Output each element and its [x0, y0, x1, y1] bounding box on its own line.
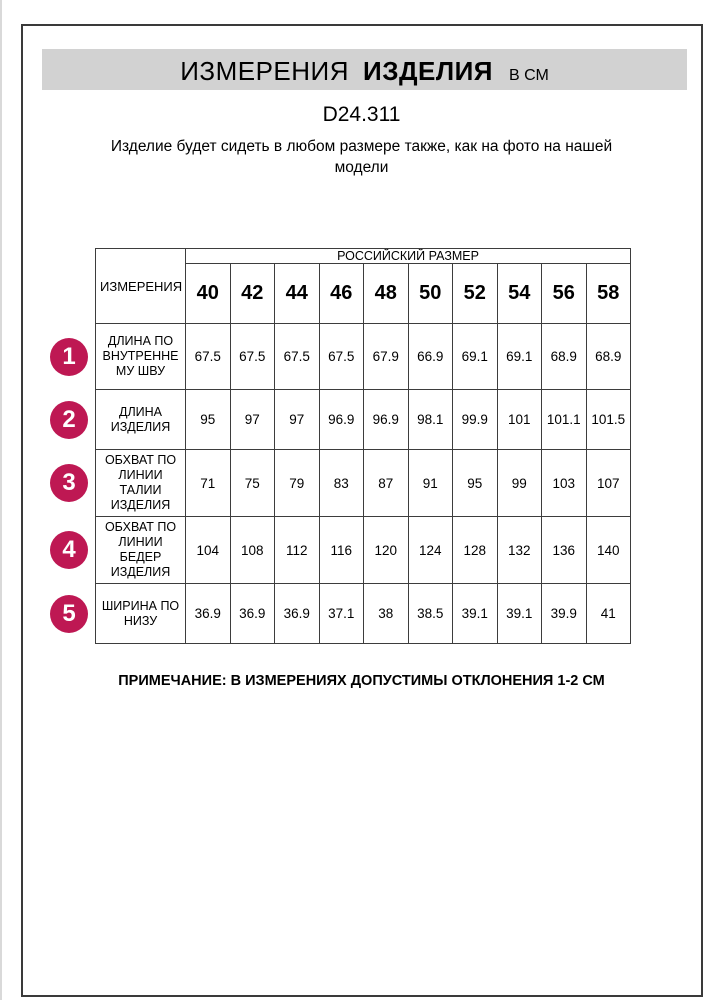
measurement-label: ОБХВАТ ПО ЛИНИИ ТАЛИИ ИЗДЕЛИЯ — [96, 450, 186, 517]
measurement-value: 67.5 — [275, 324, 320, 390]
measurement-value: 41 — [586, 584, 631, 644]
measurement-value: 107 — [586, 450, 631, 517]
row-number-badge: 5 — [50, 595, 88, 633]
size-column-header: 42 — [230, 264, 275, 324]
measurement-value: 101 — [497, 390, 542, 450]
measurement-value: 39.1 — [497, 584, 542, 644]
measurement-value: 69.1 — [497, 324, 542, 390]
measurement-value: 66.9 — [408, 324, 453, 390]
measurement-value: 99 — [497, 450, 542, 517]
table-row — [96, 517, 631, 584]
measurement-value: 128 — [453, 517, 498, 584]
measurement-value: 104 — [186, 517, 231, 584]
measurements-column-header: ИЗМЕРЕНИЯ — [96, 249, 186, 324]
measurement-value: 97 — [275, 390, 320, 450]
measurement-value: 37.1 — [319, 584, 364, 644]
measurement-value: 39.9 — [542, 584, 587, 644]
measurement-value: 140 — [586, 517, 631, 584]
row-number-badge: 4 — [50, 531, 88, 569]
measurement-value: 87 — [364, 450, 409, 517]
measurement-value: 108 — [230, 517, 275, 584]
size-column-header: 50 — [408, 264, 453, 324]
measurement-value: 124 — [408, 517, 453, 584]
measurement-value: 132 — [497, 517, 542, 584]
page-title-unit: В СМ — [508, 67, 549, 84]
measurement-value: 71 — [186, 450, 231, 517]
measurement-label: ДЛИНА ИЗДЕЛИЯ — [96, 390, 186, 450]
measurement-value: 95 — [453, 450, 498, 517]
size-column-header: 48 — [364, 264, 409, 324]
measurement-value: 39.1 — [453, 584, 498, 644]
measurement-value: 67.5 — [230, 324, 275, 390]
product-code: D24.311 — [322, 103, 401, 126]
measurement-value: 120 — [364, 517, 409, 584]
table-row — [96, 390, 631, 450]
measurement-value: 98.1 — [408, 390, 453, 450]
measurement-value: 112 — [275, 517, 320, 584]
measurement-value: 67.5 — [186, 324, 231, 390]
measurement-value: 38.5 — [408, 584, 453, 644]
measurement-value: 36.9 — [230, 584, 275, 644]
measurement-label: ШИРИНА ПО НИЗУ — [96, 584, 186, 644]
size-column-header: 54 — [497, 264, 542, 324]
measurement-value: 136 — [542, 517, 587, 584]
row-number-badge: 1 — [50, 338, 88, 376]
subtitle: Изделие будет сидеть в любом размере также, как на фото на нашей модели — [110, 138, 613, 176]
page-title-measurements: ИЗМЕРЕНИЯ — [180, 56, 350, 86]
measurement-value: 79 — [275, 450, 320, 517]
measurements-table — [95, 248, 631, 644]
size-column-header: 58 — [586, 264, 631, 324]
row-number-badge: 3 — [50, 464, 88, 502]
measurement-value: 67.5 — [319, 324, 364, 390]
size-table-container — [95, 248, 631, 644]
measurement-value: 68.9 — [542, 324, 587, 390]
size-group-row — [96, 249, 631, 264]
scan-edge — [0, 0, 2, 1000]
page-title-product: ИЗДЕЛИЯ — [363, 56, 493, 86]
size-column-header: 46 — [319, 264, 364, 324]
measurement-value: 83 — [319, 450, 364, 517]
measurement-label: ОБХВАТ ПО ЛИНИИ БЕДЕР ИЗДЕЛИЯ — [96, 517, 186, 584]
title-bar — [42, 49, 687, 90]
measurement-value: 68.9 — [586, 324, 631, 390]
measurement-value: 67.9 — [364, 324, 409, 390]
measurement-value: 38 — [364, 584, 409, 644]
measurement-value: 75 — [230, 450, 275, 517]
measurement-value: 95 — [186, 390, 231, 450]
size-column-header: 44 — [275, 264, 320, 324]
measurement-value: 96.9 — [364, 390, 409, 450]
measurement-value: 116 — [319, 517, 364, 584]
russian-size-header: РОССИЙСКИЙ РАЗМЕР — [186, 249, 631, 264]
measurement-value: 99.9 — [453, 390, 498, 450]
table-row — [96, 324, 631, 390]
size-column-header: 40 — [186, 264, 231, 324]
measurement-value: 69.1 — [453, 324, 498, 390]
measurement-value: 96.9 — [319, 390, 364, 450]
size-column-header: 52 — [453, 264, 498, 324]
measurement-value: 97 — [230, 390, 275, 450]
measurement-value: 36.9 — [275, 584, 320, 644]
measurement-value: 101.1 — [542, 390, 587, 450]
measurements-body — [96, 324, 631, 644]
measurement-value: 101.5 — [586, 390, 631, 450]
table-row — [96, 584, 631, 644]
row-number-badge: 2 — [50, 401, 88, 439]
table-row — [96, 450, 631, 517]
measurement-value: 103 — [542, 450, 587, 517]
measurement-value: 91 — [408, 450, 453, 517]
measurement-value: 36.9 — [186, 584, 231, 644]
measurement-label: ДЛИНА ПО ВНУТРЕННЕМУ ШВУ — [96, 324, 186, 390]
tolerance-note: ПРИМЕЧАНИЕ: В ИЗМЕРЕНИЯХ ДОПУСТИМЫ ОТКЛОНЕНИЯ 1-2 СМ — [118, 673, 605, 689]
size-column-header: 56 — [542, 264, 587, 324]
